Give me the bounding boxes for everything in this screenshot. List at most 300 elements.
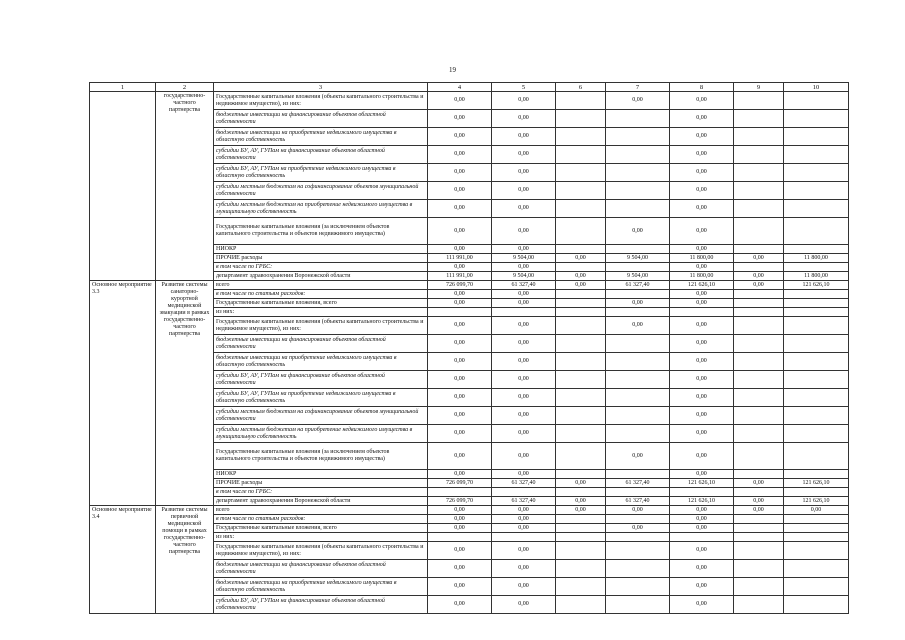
amount-cell bbox=[556, 443, 606, 470]
amount-cell bbox=[734, 542, 784, 560]
amount-cell bbox=[556, 299, 606, 308]
amount-cell bbox=[556, 470, 606, 479]
amount-cell bbox=[606, 110, 670, 128]
expense-item-cell: НИОКР bbox=[214, 470, 428, 479]
amount-cell bbox=[556, 407, 606, 425]
expense-item-cell: субсидии БУ, АУ, ГУПам на приобретение недвижимого имущества в областную собственность bbox=[214, 389, 428, 407]
amount-cell bbox=[556, 542, 606, 560]
amount-cell: 9 504,00 bbox=[606, 254, 670, 263]
amount-cell: 0,00 bbox=[492, 317, 556, 335]
amount-cell bbox=[784, 335, 849, 353]
amount-cell: 0,00 bbox=[670, 128, 734, 146]
amount-cell bbox=[606, 560, 670, 578]
amount-cell: 0,00 bbox=[492, 218, 556, 245]
amount-cell bbox=[784, 92, 849, 110]
amount-cell: 0,00 bbox=[492, 128, 556, 146]
expense-item-cell: департамент здравоохранения Воронежской области bbox=[214, 497, 428, 506]
amount-cell bbox=[606, 389, 670, 407]
amount-cell bbox=[784, 146, 849, 164]
amount-cell bbox=[606, 596, 670, 614]
amount-cell: 0,00 bbox=[428, 317, 492, 335]
amount-cell: 0,00 bbox=[670, 182, 734, 200]
expense-item-cell: Государственные капитальные вложения, всего bbox=[214, 524, 428, 533]
amount-cell: 121 626,10 bbox=[670, 479, 734, 488]
amount-cell bbox=[734, 110, 784, 128]
expense-item-cell: бюджетные инвестиции на финансирование объектов областной собственности bbox=[214, 335, 428, 353]
column-number: 5 bbox=[492, 83, 556, 92]
amount-cell: 0,00 bbox=[734, 497, 784, 506]
amount-cell bbox=[734, 218, 784, 245]
amount-cell bbox=[606, 200, 670, 218]
amount-cell bbox=[784, 470, 849, 479]
amount-cell bbox=[734, 308, 784, 317]
expense-item-cell: в том числе по статьям расходов: bbox=[214, 290, 428, 299]
expense-item-cell: бюджетные инвестиции на приобретение недвижимого имущества в областную собственность bbox=[214, 128, 428, 146]
amount-cell bbox=[606, 146, 670, 164]
amount-cell: 0,00 bbox=[492, 353, 556, 371]
amount-cell: 0,00 bbox=[492, 263, 556, 272]
amount-cell: 0,00 bbox=[428, 542, 492, 560]
column-number: 1 bbox=[90, 83, 156, 92]
amount-cell bbox=[784, 515, 849, 524]
amount-cell bbox=[734, 578, 784, 596]
amount-cell bbox=[734, 353, 784, 371]
amount-cell: 0,00 bbox=[428, 353, 492, 371]
amount-cell bbox=[556, 164, 606, 182]
expense-item-cell: всего bbox=[214, 281, 428, 290]
amount-cell: 0,00 bbox=[556, 497, 606, 506]
amount-cell bbox=[670, 308, 734, 317]
amount-cell bbox=[734, 245, 784, 254]
amount-cell: 61 327,40 bbox=[492, 281, 556, 290]
amount-cell bbox=[734, 596, 784, 614]
measure-name-cell bbox=[90, 92, 156, 281]
amount-cell bbox=[784, 128, 849, 146]
amount-cell bbox=[734, 164, 784, 182]
amount-cell: 0,00 bbox=[428, 389, 492, 407]
amount-cell: 0,00 bbox=[670, 290, 734, 299]
amount-cell: 0,00 bbox=[492, 146, 556, 164]
amount-cell: 11 800,00 bbox=[784, 254, 849, 263]
amount-cell bbox=[734, 560, 784, 578]
amount-cell: 0,00 bbox=[492, 425, 556, 443]
measure-name-cell: Основное мероприятие 3.4 bbox=[90, 506, 156, 614]
amount-cell bbox=[556, 317, 606, 335]
amount-cell: 0,00 bbox=[670, 389, 734, 407]
amount-cell: 9 504,00 bbox=[492, 254, 556, 263]
expense-item-cell: субсидии местным бюджетам на софинансирование объектов муниципальной собственности bbox=[214, 407, 428, 425]
amount-cell bbox=[606, 182, 670, 200]
measure-name-cell: Основное мероприятие 3.3 bbox=[90, 281, 156, 506]
amount-cell: 0,00 bbox=[670, 578, 734, 596]
amount-cell: 0,00 bbox=[606, 506, 670, 515]
amount-cell: 0,00 bbox=[428, 92, 492, 110]
amount-cell: 726 099,70 bbox=[428, 281, 492, 290]
amount-cell bbox=[670, 533, 734, 542]
amount-cell: 0,00 bbox=[492, 164, 556, 182]
amount-cell: 0,00 bbox=[428, 218, 492, 245]
amount-cell: 0,00 bbox=[606, 443, 670, 470]
amount-cell: 0,00 bbox=[556, 272, 606, 281]
amount-cell: 0,00 bbox=[670, 299, 734, 308]
expense-item-cell: субсидии БУ, АУ, ГУПам на финансирование объектов областной собственности bbox=[214, 596, 428, 614]
budget-table-body bbox=[90, 83, 849, 614]
amount-cell: 0,00 bbox=[428, 164, 492, 182]
expense-item-cell: субсидии БУ, АУ, ГУПам на финансирование объектов областной собственности bbox=[214, 371, 428, 389]
expense-item-cell: Государственные капитальные вложения (объекты капитального строительства и недвижимое имущество), из них: bbox=[214, 317, 428, 335]
amount-cell bbox=[556, 353, 606, 371]
amount-cell: 0,00 bbox=[670, 506, 734, 515]
amount-cell: 0,00 bbox=[428, 200, 492, 218]
amount-cell bbox=[556, 371, 606, 389]
expense-item-cell: Государственные капитальные вложения (объекты капитального строительства и недвижимое имущество), из них: bbox=[214, 92, 428, 110]
amount-cell: 0,00 bbox=[492, 92, 556, 110]
amount-cell: 0,00 bbox=[670, 245, 734, 254]
amount-cell: 0,00 bbox=[670, 263, 734, 272]
amount-cell bbox=[556, 182, 606, 200]
amount-cell bbox=[784, 218, 849, 245]
amount-cell bbox=[734, 533, 784, 542]
amount-cell: 0,00 bbox=[556, 254, 606, 263]
amount-cell: 0,00 bbox=[670, 524, 734, 533]
page-number: 19 bbox=[449, 66, 456, 74]
amount-cell bbox=[670, 488, 734, 497]
amount-cell: 61 327,40 bbox=[606, 479, 670, 488]
amount-cell: 0,00 bbox=[670, 425, 734, 443]
amount-cell bbox=[784, 425, 849, 443]
expense-item-cell: субсидии местным бюджетам на приобретение недвижимого имущества в муниципальную собственность bbox=[214, 200, 428, 218]
measure-title-cell: государственно-частного партнерства bbox=[156, 92, 214, 281]
amount-cell: 0,00 bbox=[428, 263, 492, 272]
amount-cell bbox=[734, 335, 784, 353]
column-number: 3 bbox=[214, 83, 428, 92]
amount-cell bbox=[428, 308, 492, 317]
amount-cell: 0,00 bbox=[670, 335, 734, 353]
expense-item-cell: субсидии местным бюджетам на приобретение недвижимого имущества в муниципальную собственность bbox=[214, 425, 428, 443]
amount-cell bbox=[556, 488, 606, 497]
expense-item-cell: в том числе по ГРБС: bbox=[214, 263, 428, 272]
amount-cell bbox=[784, 443, 849, 470]
amount-cell: 111 991,00 bbox=[428, 272, 492, 281]
amount-cell: 0,00 bbox=[428, 245, 492, 254]
amount-cell: 0,00 bbox=[670, 218, 734, 245]
amount-cell: 121 626,10 bbox=[784, 281, 849, 290]
amount-cell: 0,00 bbox=[606, 524, 670, 533]
amount-cell: 0,00 bbox=[428, 443, 492, 470]
amount-cell: 0,00 bbox=[428, 299, 492, 308]
column-number: 7 bbox=[606, 83, 670, 92]
amount-cell bbox=[556, 263, 606, 272]
amount-cell: 0,00 bbox=[428, 596, 492, 614]
amount-cell: 61 327,40 bbox=[606, 497, 670, 506]
measure-title-cell: Развитие системы санаторно-курортной медицинской эвакуации в рамках государственно-частного партнерства bbox=[156, 281, 214, 506]
amount-cell bbox=[428, 488, 492, 497]
measure-title-cell: Развитие системы первичной медицинской помощи в рамках государственно-частного партнерства bbox=[156, 506, 214, 614]
amount-cell: 0,00 bbox=[428, 506, 492, 515]
expense-item-cell: ПРОЧИЕ расходы bbox=[214, 479, 428, 488]
amount-cell: 0,00 bbox=[492, 299, 556, 308]
amount-cell bbox=[734, 371, 784, 389]
expense-item-cell: бюджетные инвестиции на приобретение недвижимого имущества в областную собственность bbox=[214, 353, 428, 371]
amount-cell: 0,00 bbox=[492, 245, 556, 254]
amount-cell bbox=[556, 335, 606, 353]
amount-cell: 0,00 bbox=[492, 542, 556, 560]
amount-cell bbox=[784, 488, 849, 497]
amount-cell: 11 800,00 bbox=[670, 254, 734, 263]
amount-cell: 0,00 bbox=[670, 371, 734, 389]
expense-item-cell: субсидии местным бюджетам на софинансирование объектов муниципальной собственности bbox=[214, 182, 428, 200]
amount-cell bbox=[734, 515, 784, 524]
amount-cell: 0,00 bbox=[784, 506, 849, 515]
amount-cell: 0,00 bbox=[428, 524, 492, 533]
table-row bbox=[90, 506, 849, 515]
amount-cell bbox=[734, 200, 784, 218]
amount-cell: 0,00 bbox=[492, 560, 556, 578]
amount-cell bbox=[784, 245, 849, 254]
table-row bbox=[90, 281, 849, 290]
amount-cell: 0,00 bbox=[670, 200, 734, 218]
expense-item-cell: из них: bbox=[214, 533, 428, 542]
amount-cell bbox=[734, 524, 784, 533]
amount-cell: 0,00 bbox=[734, 506, 784, 515]
expense-item-cell: Государственные капитальные вложения (за исключением объектов капитального строительства и объектов недвижимого имущества) bbox=[214, 443, 428, 470]
amount-cell: 11 800,00 bbox=[784, 272, 849, 281]
amount-cell bbox=[556, 578, 606, 596]
amount-cell bbox=[606, 542, 670, 560]
amount-cell bbox=[606, 353, 670, 371]
amount-cell bbox=[556, 146, 606, 164]
amount-cell: 0,00 bbox=[670, 542, 734, 560]
expense-item-cell: бюджетные инвестиции на финансирование объектов областной собственности bbox=[214, 560, 428, 578]
amount-cell: 61 327,40 bbox=[492, 497, 556, 506]
expense-item-cell: бюджетные инвестиции на приобретение недвижимого имущества в областную собственность bbox=[214, 578, 428, 596]
amount-cell: 0,00 bbox=[428, 182, 492, 200]
amount-cell bbox=[556, 596, 606, 614]
amount-cell bbox=[784, 200, 849, 218]
amount-cell bbox=[556, 515, 606, 524]
amount-cell: 0,00 bbox=[734, 254, 784, 263]
amount-cell bbox=[556, 128, 606, 146]
amount-cell bbox=[734, 128, 784, 146]
amount-cell bbox=[784, 317, 849, 335]
amount-cell: 0,00 bbox=[428, 371, 492, 389]
amount-cell bbox=[556, 308, 606, 317]
amount-cell: 0,00 bbox=[428, 407, 492, 425]
table-row bbox=[90, 92, 849, 110]
amount-cell: 0,00 bbox=[428, 290, 492, 299]
amount-cell bbox=[606, 488, 670, 497]
amount-cell bbox=[784, 299, 849, 308]
amount-cell: 0,00 bbox=[670, 146, 734, 164]
amount-cell: 0,00 bbox=[428, 578, 492, 596]
amount-cell bbox=[606, 245, 670, 254]
amount-cell bbox=[784, 290, 849, 299]
amount-cell bbox=[734, 299, 784, 308]
amount-cell: 0,00 bbox=[428, 425, 492, 443]
column-number: 8 bbox=[670, 83, 734, 92]
amount-cell bbox=[784, 407, 849, 425]
amount-cell bbox=[784, 308, 849, 317]
amount-cell bbox=[606, 335, 670, 353]
expense-item-cell: всего bbox=[214, 506, 428, 515]
amount-cell bbox=[556, 200, 606, 218]
amount-cell: 0,00 bbox=[492, 596, 556, 614]
amount-cell bbox=[492, 533, 556, 542]
amount-cell: 0,00 bbox=[670, 407, 734, 425]
amount-cell bbox=[556, 110, 606, 128]
amount-cell bbox=[606, 425, 670, 443]
column-number-row bbox=[90, 83, 849, 92]
expense-item-cell: субсидии БУ, АУ, ГУПам на приобретение недвижимого имущества в областную собственность bbox=[214, 164, 428, 182]
amount-cell bbox=[556, 425, 606, 443]
amount-cell: 0,00 bbox=[492, 371, 556, 389]
amount-cell bbox=[606, 164, 670, 182]
column-number: 4 bbox=[428, 83, 492, 92]
amount-cell: 9 504,00 bbox=[492, 272, 556, 281]
expense-item-cell: в том числе по статьям расходов: bbox=[214, 515, 428, 524]
amount-cell: 726 099,70 bbox=[428, 479, 492, 488]
amount-cell bbox=[556, 92, 606, 110]
amount-cell bbox=[734, 470, 784, 479]
amount-cell: 0,00 bbox=[670, 353, 734, 371]
amount-cell: 0,00 bbox=[556, 479, 606, 488]
amount-cell: 0,00 bbox=[492, 506, 556, 515]
amount-cell: 0,00 bbox=[428, 110, 492, 128]
column-number: 6 bbox=[556, 83, 606, 92]
amount-cell bbox=[606, 470, 670, 479]
amount-cell bbox=[556, 524, 606, 533]
amount-cell bbox=[606, 308, 670, 317]
amount-cell bbox=[784, 263, 849, 272]
amount-cell: 121 626,10 bbox=[670, 281, 734, 290]
amount-cell bbox=[784, 353, 849, 371]
amount-cell bbox=[734, 92, 784, 110]
expense-item-cell: Государственные капитальные вложения (объекты капитального строительства и недвижимое имущество), из них: bbox=[214, 542, 428, 560]
amount-cell: 0,00 bbox=[670, 92, 734, 110]
amount-cell bbox=[784, 524, 849, 533]
amount-cell bbox=[606, 290, 670, 299]
amount-cell bbox=[734, 407, 784, 425]
column-number: 9 bbox=[734, 83, 784, 92]
amount-cell: 0,00 bbox=[492, 182, 556, 200]
amount-cell bbox=[492, 488, 556, 497]
amount-cell: 61 327,40 bbox=[606, 281, 670, 290]
amount-cell bbox=[784, 560, 849, 578]
expense-item-cell: в том числе по ГРБС: bbox=[214, 488, 428, 497]
amount-cell: 0,00 bbox=[428, 470, 492, 479]
amount-cell: 0,00 bbox=[492, 515, 556, 524]
amount-cell: 0,00 bbox=[428, 146, 492, 164]
amount-cell bbox=[734, 443, 784, 470]
amount-cell bbox=[734, 488, 784, 497]
expense-item-cell: Государственные капитальные вложения, всего bbox=[214, 299, 428, 308]
amount-cell: 0,00 bbox=[606, 299, 670, 308]
amount-cell: 0,00 bbox=[492, 290, 556, 299]
amount-cell: 0,00 bbox=[734, 479, 784, 488]
amount-cell bbox=[784, 596, 849, 614]
column-number: 10 bbox=[784, 83, 849, 92]
amount-cell: 0,00 bbox=[492, 335, 556, 353]
amount-cell bbox=[556, 290, 606, 299]
amount-cell: 0,00 bbox=[492, 524, 556, 533]
expense-item-cell: НИОКР bbox=[214, 245, 428, 254]
amount-cell bbox=[784, 182, 849, 200]
amount-cell bbox=[556, 245, 606, 254]
expense-item-cell: из них: bbox=[214, 308, 428, 317]
amount-cell: 0,00 bbox=[670, 110, 734, 128]
expense-item-cell: субсидии БУ, АУ, ГУПам на финансирование объектов областной собственности bbox=[214, 146, 428, 164]
amount-cell bbox=[606, 128, 670, 146]
expense-item-cell: бюджетные инвестиции на финансирование объектов областной собственности bbox=[214, 110, 428, 128]
amount-cell: 0,00 bbox=[734, 281, 784, 290]
amount-cell: 726 099,70 bbox=[428, 497, 492, 506]
amount-cell bbox=[734, 290, 784, 299]
amount-cell: 0,00 bbox=[670, 596, 734, 614]
amount-cell: 0,00 bbox=[428, 335, 492, 353]
amount-cell: 0,00 bbox=[606, 317, 670, 335]
amount-cell bbox=[734, 182, 784, 200]
amount-cell: 121 626,10 bbox=[670, 497, 734, 506]
amount-cell bbox=[784, 389, 849, 407]
amount-cell: 0,00 bbox=[670, 560, 734, 578]
amount-cell: 0,00 bbox=[734, 272, 784, 281]
budget-table-container bbox=[0, 82, 905, 614]
amount-cell: 0,00 bbox=[492, 407, 556, 425]
amount-cell bbox=[606, 533, 670, 542]
amount-cell: 61 327,40 bbox=[492, 479, 556, 488]
amount-cell: 0,00 bbox=[670, 164, 734, 182]
amount-cell: 0,00 bbox=[606, 92, 670, 110]
budget-table bbox=[89, 82, 849, 614]
amount-cell: 0,00 bbox=[556, 281, 606, 290]
amount-cell: 11 800,00 bbox=[670, 272, 734, 281]
amount-cell bbox=[734, 146, 784, 164]
amount-cell bbox=[428, 533, 492, 542]
amount-cell bbox=[556, 533, 606, 542]
amount-cell: 0,00 bbox=[670, 443, 734, 470]
amount-cell bbox=[606, 578, 670, 596]
amount-cell: 0,00 bbox=[492, 389, 556, 407]
amount-cell bbox=[784, 542, 849, 560]
amount-cell bbox=[606, 407, 670, 425]
expense-item-cell: департамент здравоохранения Воронежской области bbox=[214, 272, 428, 281]
amount-cell: 0,00 bbox=[492, 110, 556, 128]
amount-cell: 121 626,10 bbox=[784, 497, 849, 506]
amount-cell: 0,00 bbox=[556, 506, 606, 515]
amount-cell bbox=[556, 389, 606, 407]
amount-cell bbox=[784, 371, 849, 389]
amount-cell bbox=[784, 110, 849, 128]
amount-cell bbox=[606, 515, 670, 524]
expense-item-cell: ПРОЧИЕ расходы bbox=[214, 254, 428, 263]
amount-cell bbox=[606, 263, 670, 272]
amount-cell bbox=[734, 263, 784, 272]
amount-cell bbox=[492, 308, 556, 317]
amount-cell bbox=[606, 371, 670, 389]
amount-cell: 0,00 bbox=[428, 560, 492, 578]
amount-cell bbox=[734, 425, 784, 443]
amount-cell: 0,00 bbox=[428, 128, 492, 146]
amount-cell bbox=[784, 164, 849, 182]
amount-cell: 0,00 bbox=[428, 515, 492, 524]
amount-cell bbox=[734, 389, 784, 407]
amount-cell: 0,00 bbox=[670, 470, 734, 479]
amount-cell: 9 504,00 bbox=[606, 272, 670, 281]
amount-cell: 0,00 bbox=[606, 218, 670, 245]
amount-cell bbox=[784, 533, 849, 542]
expense-item-cell: Государственные капитальные вложения (за исключением объектов капитального строительства и объектов недвижимого имущества) bbox=[214, 218, 428, 245]
amount-cell: 0,00 bbox=[670, 317, 734, 335]
